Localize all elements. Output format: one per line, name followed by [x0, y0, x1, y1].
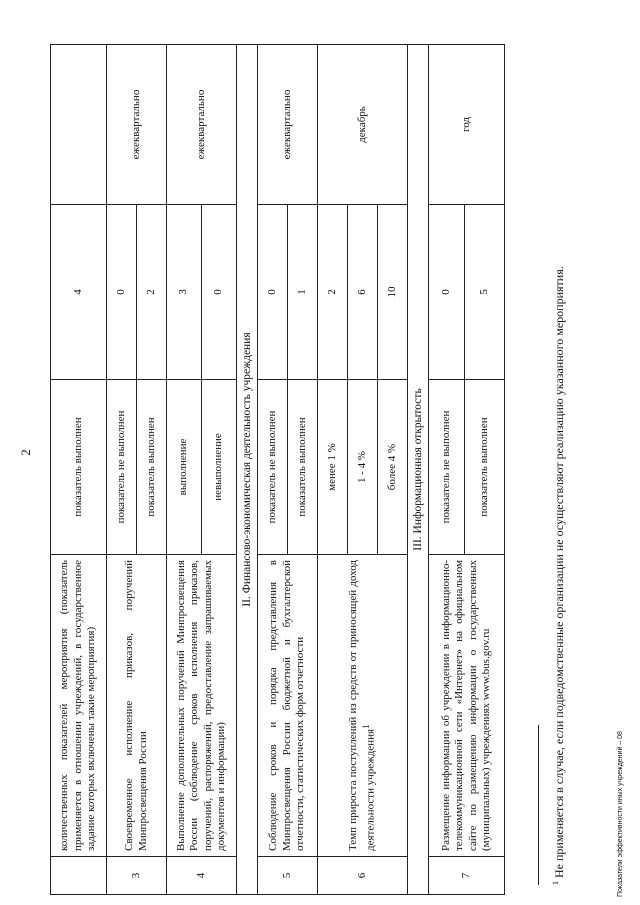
criterion-condition: более 4 % — [378, 380, 408, 555]
criterion-points: 0 — [202, 205, 237, 380]
criterion-points: 10 — [378, 205, 408, 380]
criterion-name: Своевременное исполнение приказов, поручений Минпросвещения России — [107, 555, 167, 857]
table-row — [258, 45, 288, 895]
criterion-condition: выполнение — [167, 380, 202, 555]
row-number: 3 — [107, 857, 167, 895]
criterion-name: количественных показателей мероприятия (показатель применяется в отношении учреждений, в государственное задание которых включены такие мероприятия) — [51, 555, 107, 857]
section-heading-row — [237, 45, 258, 895]
criterion-name-text: Темп прироста поступлений из средств от приносящей доход деятельности учреждения — [347, 560, 377, 851]
criterion-condition: невыполнение — [202, 380, 237, 555]
criterion-period: ежеквартально — [258, 45, 318, 205]
criteria-table — [50, 44, 505, 895]
criterion-period: ежеквартально — [167, 45, 237, 205]
page-footer: Показатели эффективности иных учреждений – 08 — [617, 731, 624, 897]
row-number: 7 — [429, 857, 505, 895]
row-number — [51, 857, 107, 895]
criterion-points: 5 — [465, 205, 505, 380]
footnote-text: Не применяется в случае, если подведомственные организации не осуществляют реализацию указанного мероприятия. — [552, 266, 566, 878]
row-number: 5 — [258, 857, 318, 895]
table-row — [107, 45, 137, 895]
criterion-period: год — [429, 45, 505, 205]
criterion-points: 3 — [167, 205, 202, 380]
table-row — [429, 45, 465, 895]
criterion-condition: 1 - 4 % — [348, 380, 378, 555]
criterion-points: 2 — [318, 205, 348, 380]
criterion-period: ежеквартально — [107, 45, 167, 205]
footnote-mark: 1 — [551, 881, 560, 885]
criterion-condition: менее 1 % — [318, 380, 348, 555]
criterion-points: 1 — [288, 205, 318, 380]
criterion-name — [318, 555, 408, 857]
criterion-points: 0 — [107, 205, 137, 380]
section-heading: III. Информационная открытость — [408, 45, 429, 895]
criterion-points: 4 — [51, 205, 107, 380]
table-row — [318, 45, 348, 895]
row-number: 6 — [318, 857, 408, 895]
criterion-points: 0 — [258, 205, 288, 380]
table-row — [51, 45, 107, 895]
footnote — [551, 266, 567, 885]
section-heading-row — [408, 45, 429, 895]
footnote-mark: 1 — [360, 724, 371, 729]
row-number: 4 — [167, 857, 237, 895]
criterion-condition: показатель не выполнен — [429, 380, 465, 555]
criterion-points: 6 — [348, 205, 378, 380]
criterion-condition: показатель не выполнен — [107, 380, 137, 555]
criterion-points: 2 — [137, 205, 167, 380]
criterion-condition: показатель выполнен — [51, 380, 107, 555]
criterion-condition: показатель не выполнен — [258, 380, 288, 555]
criterion-name: Выполнение дополнительных поручений Минпросвещения России (соблюдение сроков исполнения приказов, поручений, распоряжений, предоставление запрашиваемых документов и информации) — [167, 555, 237, 857]
criterion-condition: показатель выполнен — [137, 380, 167, 555]
criterion-period — [51, 45, 107, 205]
criterion-points: 0 — [429, 205, 465, 380]
criterion-condition: показатель выполнен — [465, 380, 505, 555]
criterion-name: Соблюдение сроков и порядка представления в Минпросвещения России бюджетной и бухгалтерской отчетности, статистических форм отчетности — [258, 555, 318, 857]
page-number: 2 — [18, 449, 33, 456]
criterion-condition: показатель выполнен — [288, 380, 318, 555]
criterion-name: Размещение информации об учреждении в информационно-телекоммуникационной сети «Интернет» на официальном сайте по размещению информации о государственных (муниципальных) учреждениях www.bus.gov.ru — [429, 555, 505, 857]
criterion-period: декабрь — [318, 45, 408, 205]
footnote-divider — [538, 725, 539, 885]
section-heading: II. Финансово-экономическая деятельность учреждения — [237, 45, 258, 895]
table-row — [167, 45, 202, 895]
